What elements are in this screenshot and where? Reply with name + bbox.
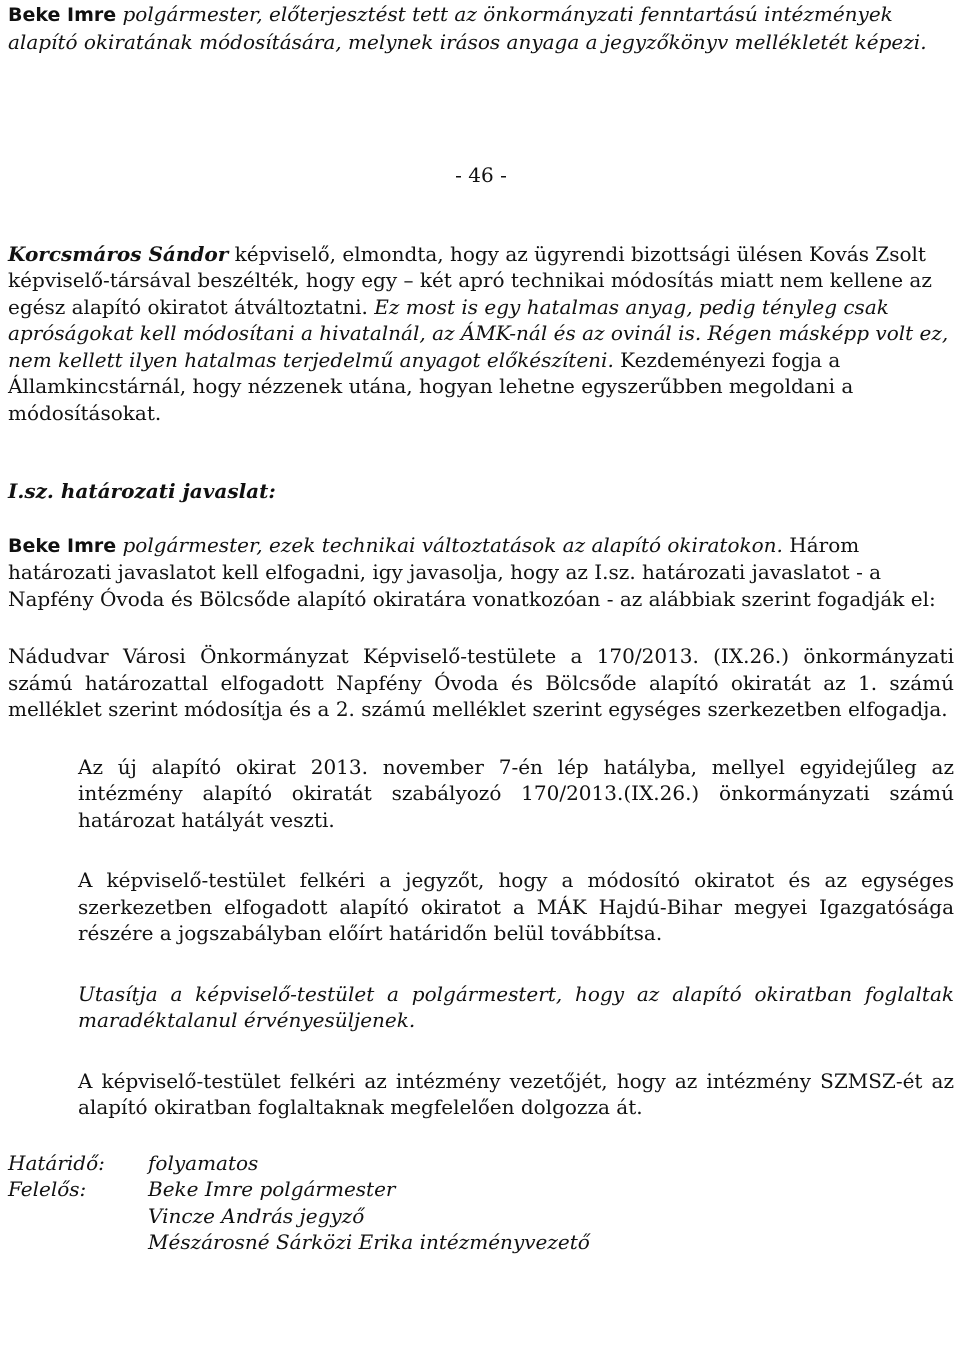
korcsmaros-paragraph [8,241,954,427]
resolution-paragraph-2: Az új alapító okirat 2013. november 7-én lép hatályba, mellyel egyidejűleg az intézmény alapító okiratát szabályozó 170/2013.(IX.26.) önkormányzati számú határozat hatályát veszti. [78,754,954,832]
intro-paragraph [8,1,954,55]
resolution-paragraph-4: Utasítja a képviselő-testület a polgármestert, hogy az alapító okiratban foglaltak maradéktalanul érvényesüljenek. [78,981,954,1032]
resolution-paragraph-1: Nádudvar Városi Önkormányzat Képviselő-testülete a 170/2013. (IX.26.) önkormányzati számú határozattal elfogadott Napfény Óvoda és Bölcsőde alapító okiratát az 1. számú melléklet szerint módosítja és a 2. számú melléklet szerint egységes szerkezetben elfogadja. [8,644,954,721]
proposal-text-italic: polgármester, ezek technikai változtatások az alapító okiratokon. [116,532,783,557]
korcsmaros-speaker: Korcsmáros Sándor [8,241,229,266]
responsible-label: Felelős: [8,1177,87,1201]
responsible-person: Beke Imre polgármester [148,1177,396,1201]
korcsmaros-text-italic: Ez most is egy hatalmas anyag, pedig tényleg csak apróságokat kell módosítani a hivatalnál, az ÁMK-nál és az ovinál is. Régen másképp volt ez, nem kellett ilyen hatalmas terjedelmű anyagot előkészíteni. [8,294,949,372]
proposal-text-plain: Három határozati javaslatot kell elfogadni, igy javasolja, hogy az I.sz. határozati javaslatot - a Napfény Óvoda és Bölcsőde alapító okiratára vonatkozóan - az alábbiak szerint fogadják el: [8,532,936,611]
deadline-value: folyamatos [148,1150,259,1175]
resolution-paragraph-5: A képviselő-testület felkéri az intézmény vezetőjét, hogy az intézmény SZMSZ-ét az alapító okiratban foglaltaknak megfelelően dolgozza át. [78,1068,954,1119]
responsible-row [8,1176,954,1256]
page-number: - 46 - [455,163,507,187]
intro-text: polgármester, előterjesztést tett az önkormányzati fenntartású intézmények alapító okiratának módosítására, melynek irásos anyaga a jegyzőkönyv mellékletét képezi. [8,2,927,54]
signature-block [8,1150,954,1256]
proposal-speaker: Beke Imre [8,534,117,557]
intro-speaker: Beke Imre [8,4,117,26]
deadline-row [8,1150,954,1177]
resolution-heading: I.sz. határozati javaslat: [8,479,276,503]
deadline-label: Határidő: [8,1150,105,1175]
responsible-person: Mészárosné Sárközi Erika intézményvezető [148,1230,590,1254]
document-page [8,0,954,1256]
korcsmaros-text-plain: képviselő, elmondta, hogy az ügyrendi bizottsági ülésen Kovás Zsolt képviselő-társával beszélték, hogy egy – két apró technikai módosítás miatt nem kellene az egész alapító okiratot átváltoztatni. [8,241,932,319]
resolution-paragraph-3: A képviselő-testület felkéri a jegyzőt, hogy a módosító okiratot és az egységes szerkezetben elfogadott alapító okiratot a MÁK Hajdú-Bihar megyei Igazgatósága részére a jogszabályban előírt határidőn belül továbbítsa. [78,868,954,945]
korcsmaros-text-tail: Kezdeményezi fogja a Államkincstárnál, hogy nézzenek utána, hogyan lehetne egyszerűbben megoldani a módosításokat. [8,347,854,425]
proposal-paragraph [8,532,954,613]
responsible-persons [148,1176,954,1256]
responsible-person: Vincze András jegyző [148,1203,365,1228]
